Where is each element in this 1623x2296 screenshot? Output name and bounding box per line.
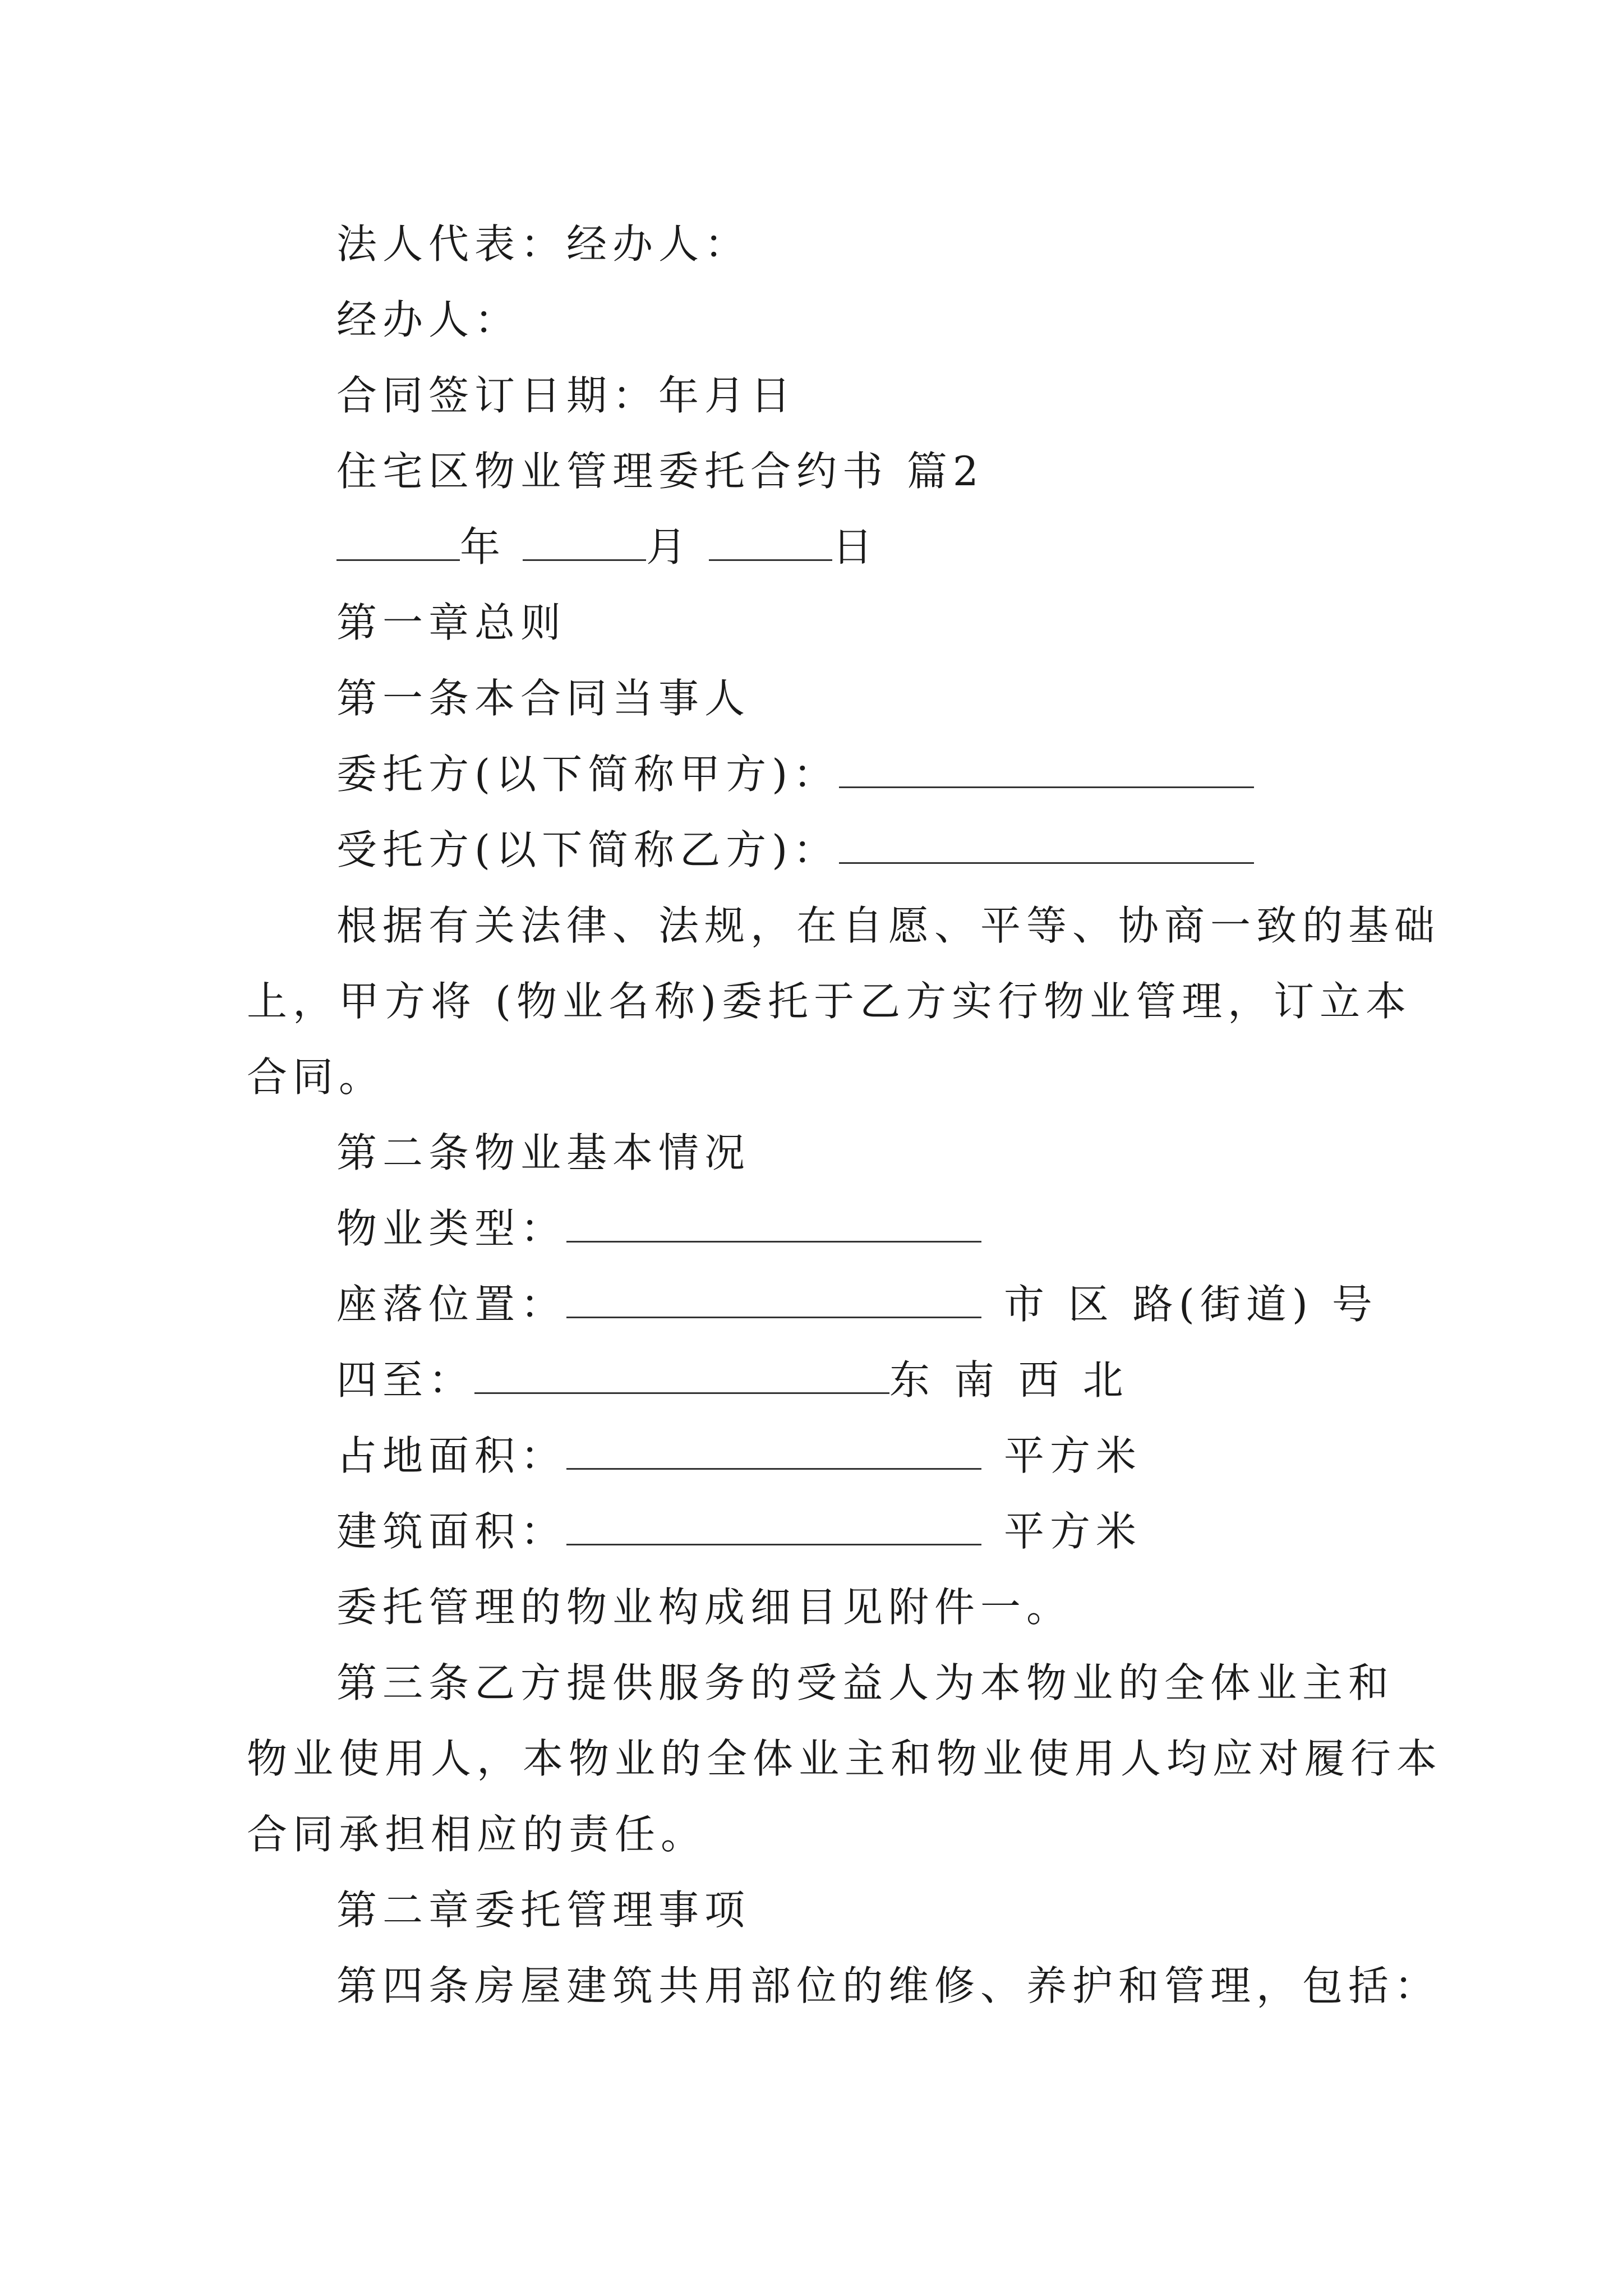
blank-underline xyxy=(839,752,1254,788)
client-label: 委托方(以下简称甲方)： xyxy=(336,751,840,798)
blank-underline xyxy=(709,524,832,561)
article-heading: 第四条房屋建筑共用部位的维修、养护和管理，包括： xyxy=(336,1962,1441,2009)
text-line: 经办人： xyxy=(336,296,521,343)
location-suffix: 市 区 路(街道) 号 xyxy=(1004,1281,1378,1328)
location-line xyxy=(336,1279,1378,1329)
blank-underline xyxy=(566,1433,981,1470)
day-label: 日 xyxy=(832,523,879,570)
year-label: 年 xyxy=(460,523,506,570)
property-type-line xyxy=(336,1203,981,1254)
boundary-label: 四至： xyxy=(336,1356,475,1404)
client-line xyxy=(336,749,1254,799)
blank-underline xyxy=(566,1509,981,1545)
location-label: 座落位置： xyxy=(336,1281,567,1328)
paragraph-line: 上，甲方将 (物业名称)委托于乙方实行物业管理，订立本 xyxy=(247,978,1412,1025)
trustee-label: 受托方(以下简称乙方)： xyxy=(336,826,840,873)
land-area-label: 占地面积： xyxy=(336,1432,567,1479)
month-label: 月 xyxy=(646,523,693,570)
text-line: 委托管理的物业构成细目见附件一。 xyxy=(336,1584,1073,1631)
chapter-heading: 第二章委托管理事项 xyxy=(336,1887,751,1934)
text-line: 法人代表：经办人： xyxy=(336,220,751,268)
trustee-line xyxy=(336,825,1254,875)
article-heading: 第一条本合同当事人 xyxy=(336,675,751,722)
paragraph-line: 合同承担相应的责任。 xyxy=(247,1811,707,1858)
text-line: 合同签订日期：年月日 xyxy=(336,372,797,419)
section-heading: 住宅区物业管理委托合约书 篇2 xyxy=(336,448,984,495)
blank-underline xyxy=(523,524,646,561)
blank-underline xyxy=(336,524,460,561)
building-area-line xyxy=(336,1506,1142,1557)
blank-underline xyxy=(839,827,1254,864)
blank-underline xyxy=(566,1206,981,1243)
land-area-line xyxy=(336,1430,1142,1481)
paragraph-line: 第三条乙方提供服务的受益人为本物业的全体业主和 xyxy=(336,1659,1395,1706)
chapter-heading: 第一章总则 xyxy=(336,599,567,646)
land-area-unit: 平方米 xyxy=(1004,1432,1142,1479)
boundary-suffix: 东 南 西 北 xyxy=(889,1356,1129,1404)
article-heading: 第二条物业基本情况 xyxy=(336,1129,751,1176)
property-type-label: 物业类型： xyxy=(336,1205,567,1252)
boundary-line xyxy=(336,1355,1129,1405)
blank-underline xyxy=(474,1358,889,1394)
building-area-unit: 平方米 xyxy=(1004,1508,1142,1555)
paragraph-line: 合同。 xyxy=(247,1053,385,1101)
blank-underline xyxy=(566,1282,981,1318)
paragraph-line: 根据有关法律、法规，在自愿、平等、协商一致的基础 xyxy=(336,902,1441,949)
paragraph-line: 物业使用人，本物业的全体业主和物业使用人均应对履行本 xyxy=(247,1735,1443,1782)
date-blank-line xyxy=(336,522,878,572)
building-area-label: 建筑面积： xyxy=(336,1508,567,1555)
